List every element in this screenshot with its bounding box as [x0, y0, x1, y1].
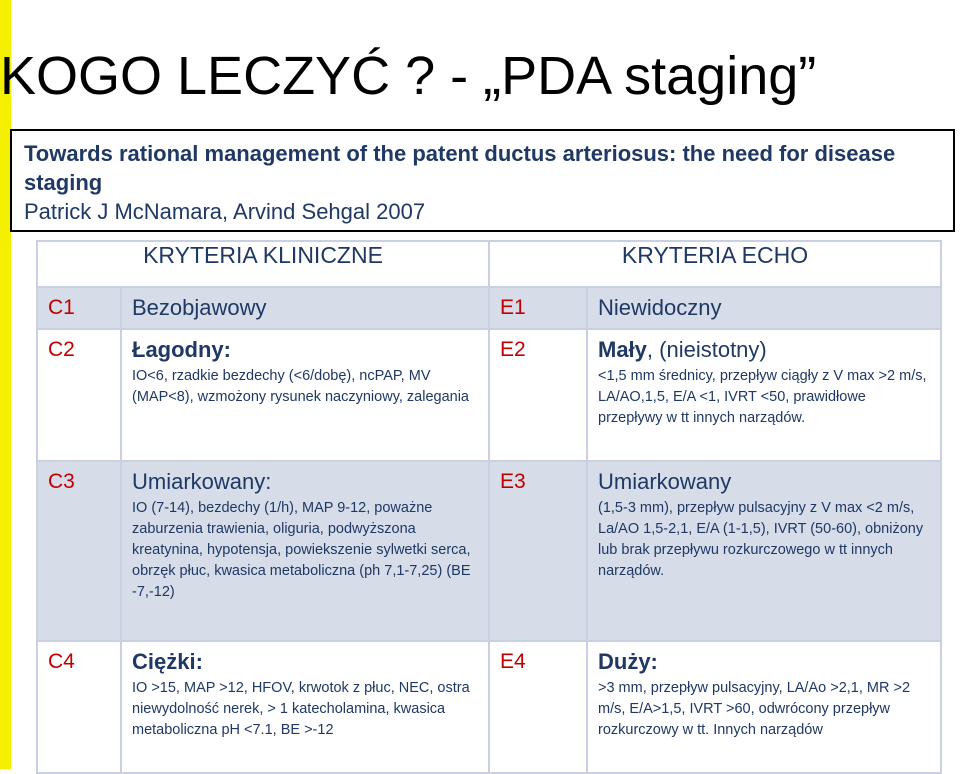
reference-title: Towards rational management of the patent ductus arteriosus: the need for disease staging [24, 141, 896, 195]
table-row-c2 [37, 329, 941, 461]
header-echo: KRYTERIA ECHO [489, 241, 941, 287]
echo-code: E3 [489, 461, 587, 641]
clinical-criteria-cell [121, 461, 489, 641]
echo-criteria-cell [587, 329, 941, 461]
table-header-row [37, 241, 941, 287]
slide-title: KOGO LECZYĆ ? - „PDA staging” [0, 46, 817, 106]
clinical-stage-description: IO (7-14), bezdechy (1/h), MAP 9-12, poważne zaburzenia trawienia, oliguria, podwyższona kreatynina, hypotensja, powiekszenie sylwetki serca, obrzęk płuc, kwasica metaboliczna (ph 7,1-7,25) (BE -7,-12) [132, 500, 471, 600]
reference-box [10, 129, 955, 232]
clinical-stage-description: IO >15, MAP >12, HFOV, krwotok z płuc, NEC, ostra niewydolność nerek, > 1 katecholamina, kwasica metaboliczna pH <7.1, BE >-12 [132, 680, 470, 738]
clinical-stage-name: Umiarkowany: [132, 469, 272, 494]
echo-code: E2 [489, 329, 587, 461]
table-row-c4 [37, 641, 941, 773]
echo-stage-description: (1,5-3 mm), przepływ pulsacyjny z V max <2 m/s, La/AO 1,5-2,1, E/A (1-1,5), IVRT (50-60), obniżony lub brak przepływu rozkurczowego w tt innych narządów. [598, 500, 924, 579]
echo-code: E1 [489, 287, 587, 329]
echo-stage-name: Duży: [598, 649, 658, 674]
header-clinical: KRYTERIA KLINICZNE [37, 241, 489, 287]
clinical-criteria-cell [121, 287, 489, 329]
clinical-criteria-cell [121, 329, 489, 461]
clinical-criteria-cell [121, 641, 489, 773]
echo-criteria-cell [587, 641, 941, 773]
table-row-c1 [37, 287, 941, 329]
clinical-code: C4 [37, 641, 121, 773]
clinical-code: C1 [37, 287, 121, 329]
clinical-stage-description: IO<6, rzadkie bezdechy (<6/dobę), ncPAP, MV (MAP<8), wzmożony rysunek naczyniowy, zalegania [132, 368, 469, 405]
echo-stage-description: <1,5 mm średnicy, przepływ ciągły z V max >2 m/s, LA/AO,1,5, E/A <1, IVRT <50, prawidłowe przepływy w tt innych narządów. [598, 368, 927, 426]
clinical-code: C3 [37, 461, 121, 641]
staging-table [36, 240, 942, 774]
clinical-code: C2 [37, 329, 121, 461]
echo-criteria-cell [587, 287, 941, 329]
table-row-c3 [37, 461, 941, 641]
clinical-stage-name: Bezobjawowy [132, 295, 267, 320]
echo-stage-name: Mały [598, 337, 647, 362]
echo-stage-name-extra: , (nieistotny) [646, 337, 767, 362]
echo-stage-description: >3 mm, przepływ pulsacyjny, LA/Ao >2,1, MR >2 m/s, E/A>1,5, IVRT >60, odwrócony przepływ rozkurczowy w tt. Innych narządów [598, 680, 911, 738]
echo-code: E4 [489, 641, 587, 773]
echo-stage-name: Umiarkowany [598, 469, 732, 494]
clinical-stage-name: Ciężki: [132, 649, 203, 674]
reference-authors: Patrick J McNamara, Arvind Sehgal 2007 [24, 199, 426, 224]
echo-criteria-cell [587, 461, 941, 641]
clinical-stage-name: Łagodny: [132, 337, 231, 362]
echo-stage-name: Niewidoczny [598, 295, 722, 320]
